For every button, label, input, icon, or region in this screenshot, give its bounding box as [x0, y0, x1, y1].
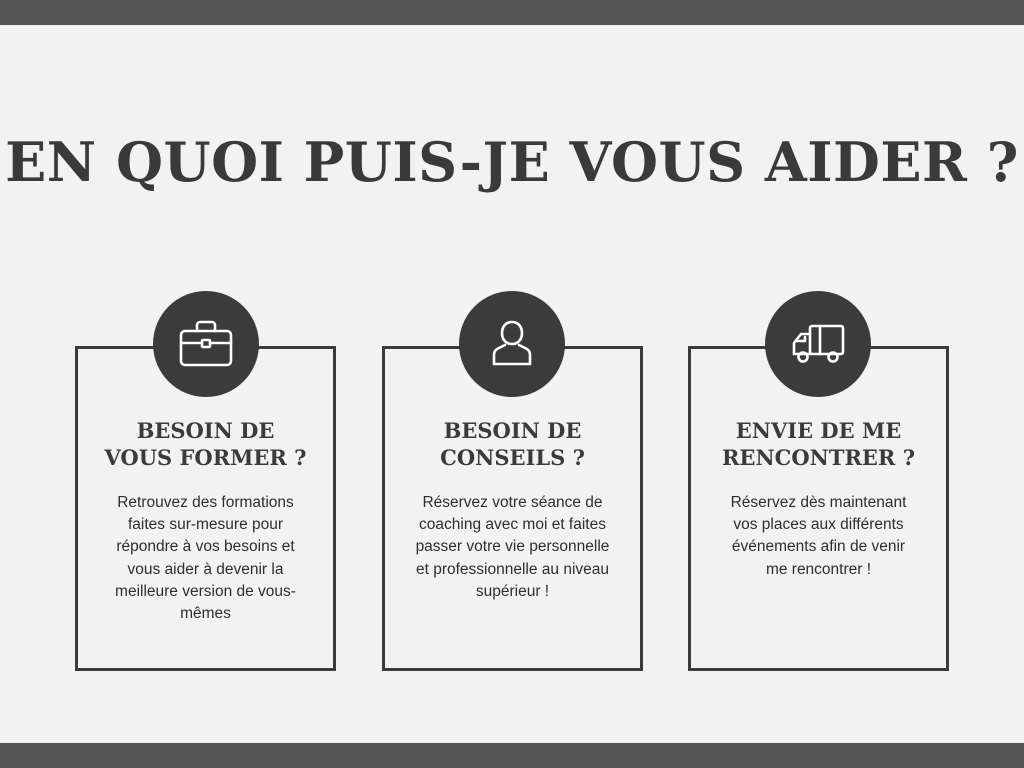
top-bar — [0, 0, 1024, 25]
truck-icon — [788, 314, 848, 374]
card-heading-line: BESOIN DE — [443, 418, 582, 443]
card-description: Réservez dès maintenant vos places aux différents événements afin de venir me rencontrer ! — [730, 494, 907, 578]
card-heading-line: RENCONTRER ? — [721, 445, 915, 470]
icon-badge — [765, 291, 871, 397]
user-icon — [482, 314, 542, 374]
briefcase-icon — [176, 314, 236, 374]
card-description: Réservez votre séance de coaching avec moi et faites passer votre vie personnelle et professionnelle au niveau supérieur ! — [415, 494, 610, 600]
icon-badge — [153, 291, 259, 397]
bottom-bar — [0, 743, 1024, 768]
card-heading-line: CONSEILS ? — [440, 445, 585, 470]
card-heading-line: ENVIE DE ME — [735, 418, 902, 443]
page-title: EN QUOI PUIS-JE VOUS AIDER ? — [5, 130, 1019, 194]
card-description: Retrouvez des formations faites sur-mesure pour répondre à vos besoins et vous aider à devenir la meilleure version de vous-mêmes — [115, 494, 296, 623]
card-heading — [78, 417, 333, 471]
icon-badge — [459, 291, 565, 397]
card-heading-line: BESOIN DE — [136, 418, 275, 443]
card-heading — [691, 417, 946, 471]
card-heading-line: VOUS FORMER ? — [104, 445, 307, 470]
card-heading — [385, 417, 640, 471]
